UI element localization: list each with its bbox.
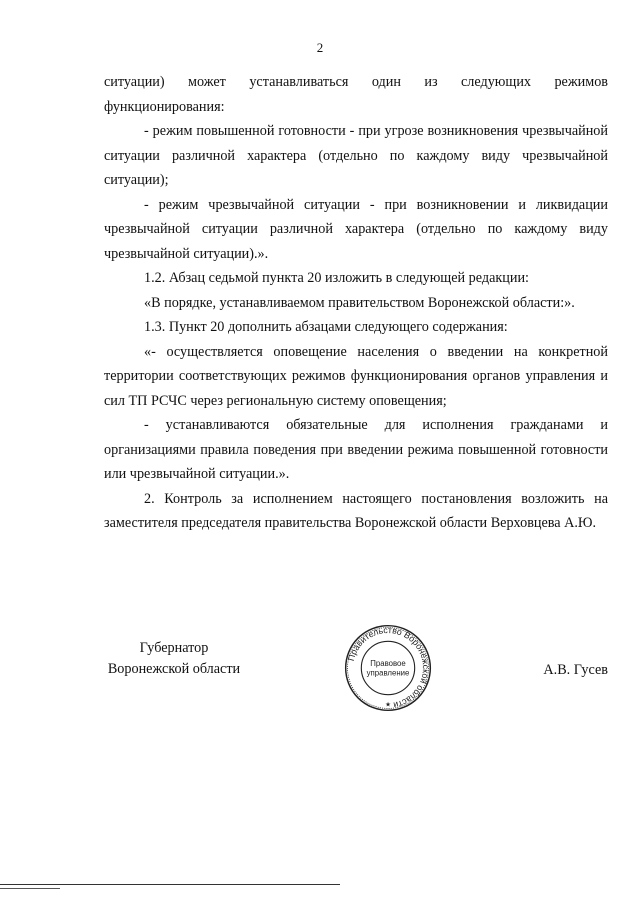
paragraph-5: «В порядке, устанавливаемом правительством Воронежской области:». bbox=[144, 294, 575, 311]
stamp-inner-line-2: управление bbox=[366, 668, 410, 678]
stamp-inner-line-1: Правовое bbox=[370, 659, 406, 669]
stamp-outer-text: Правительство Воронежской области bbox=[345, 624, 432, 711]
signatory-position bbox=[104, 638, 244, 680]
paragraph-7: «- осуществляется оповещение населения о введении на конкретной территории соответствующих режимов функционирования органов управления и сил ТП РСЧС через региональную систему оповещения; bbox=[104, 343, 608, 409]
position-line-2: Воронежской области bbox=[107, 661, 241, 677]
position-line-1: Губернатор bbox=[139, 640, 209, 656]
paragraph-6: 1.3. Пункт 20 дополнить абзацами следующего содержания: bbox=[144, 319, 508, 335]
page-number: 2 bbox=[316, 40, 324, 55]
official-stamp bbox=[342, 622, 434, 714]
paragraph-4: 1.2. Абзац седьмой пункта 20 изложить в следующей редакции: bbox=[144, 270, 529, 286]
paragraph-2: - режим повышенной готовности - при угрозе возникновения чрезвычайной ситуации различной характера (отдельно по каждому виду чрезвычайной ситуации); bbox=[104, 123, 608, 188]
footer-rule bbox=[0, 884, 340, 885]
document-body bbox=[104, 70, 608, 536]
stamp-star-icon: ★ bbox=[385, 701, 391, 709]
signature-block bbox=[104, 624, 608, 718]
paragraph-8: - устанавливаются обязательные для исполнения гражданами и организациями правила поведения при введении режима повышенной готовности или чрезвычайной ситуации.». bbox=[104, 417, 608, 482]
paragraph-1: ситуации) может устанавливаться один из следующих режимов функционирования: bbox=[104, 74, 608, 115]
signatory-name: А.В. Гусев bbox=[543, 662, 608, 678]
footer-rule-short bbox=[0, 888, 60, 889]
paragraph-9: 2. Контроль за исполнением настоящего постановления возложить на заместителя председателя правительства Воронежской области Верховцева А.Ю. bbox=[104, 490, 608, 531]
paragraph-3: - режим чрезвычайной ситуации - при возникновении и ликвидации чрезвычайной ситуации различной характера (отдельно по каждому виду чрезвычайной ситуации).». bbox=[104, 196, 608, 262]
